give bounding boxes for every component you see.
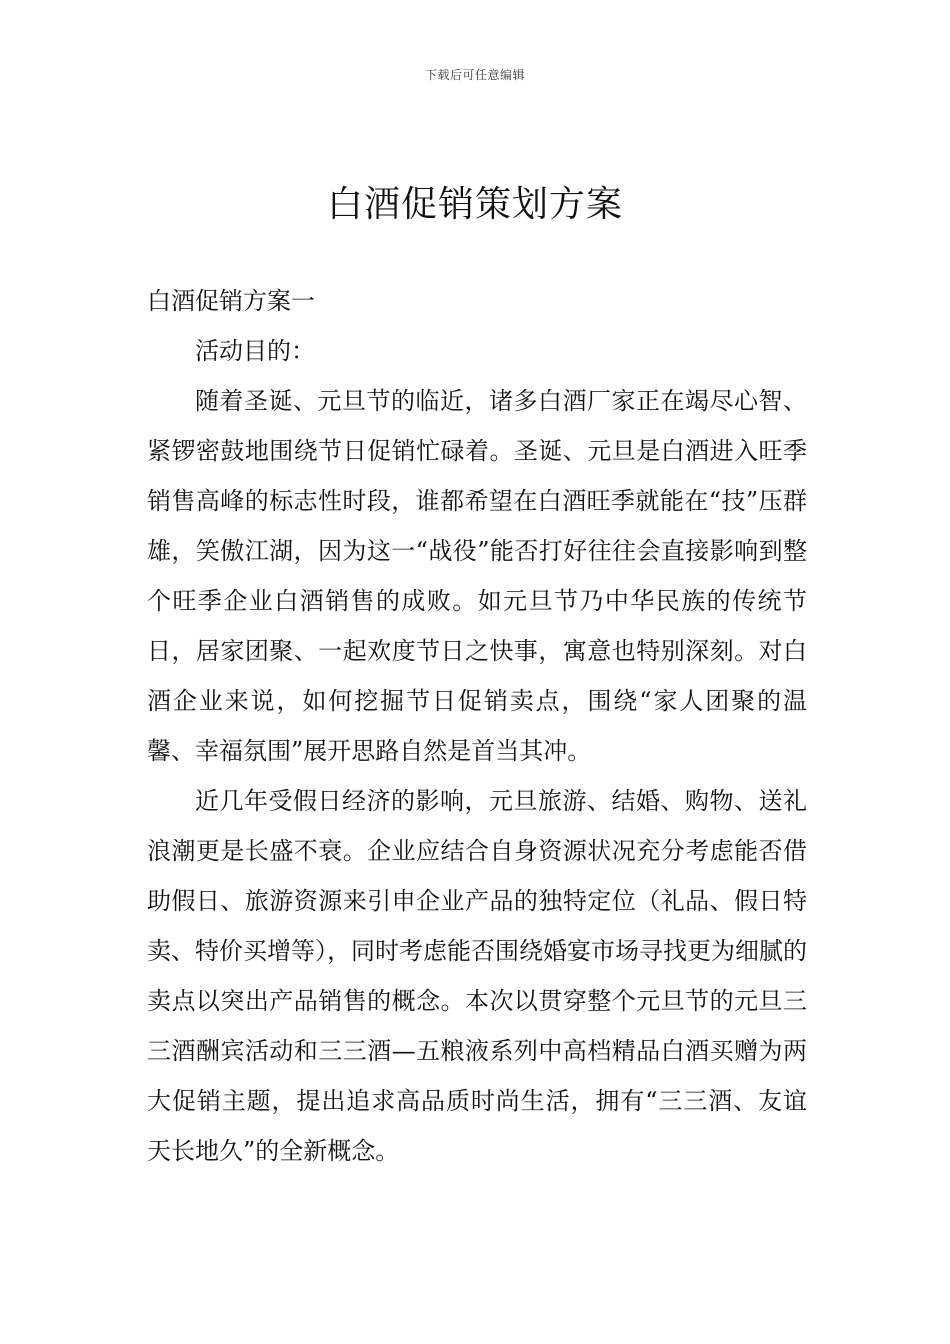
document-body bbox=[147, 276, 807, 1176]
section-heading: 白酒促销方案一 bbox=[147, 287, 315, 315]
paragraph-1: 随着圣诞、元旦节的临近，诸多白酒厂家正在竭尽心智、紧锣密鼓地围绕节日促销忙碌着。圣诞、元旦是白酒进入旺季销售高峰的标志性时段，谁都希望在白酒旺季就能在“技”压群雄，笑傲江湖，因为这一“战役”能否打好往往会直接影响到整个旺季企业白酒销售的成败。如元旦节乃中华民族的传统节日，居家团聚、一起欢度节日之快事，寓意也特别深刻。对白酒企业来说，如何挖掘节日促销卖点，围绕“家人团聚的温馨、幸福氛围”展开思路自然是首当其冲。 bbox=[147, 387, 807, 765]
header-note: 下载后可任意编辑 bbox=[424, 68, 525, 82]
subheading-activity-purpose: 活动目的： bbox=[195, 337, 315, 365]
paragraph-2: 近几年受假日经济的影响，元旦旅游、结婚、购物、送礼浪潮更是长盛不衰。企业应结合自身资源状况充分考虑能否借助假日、旅游资源来引申企业产品的独特定位（礼品、假日特卖、特价买增等），同时考虑能否围绕婚宴市场寻找更为细腻的卖点以突出产品销售的概念。本次以贯穿整个元旦节的元旦三三酒酬宾活动和三三酒—五粮液系列中高档精品白酒买赠为两大促销主题，提出追求高品质时尚生活，拥有“三三酒、友谊天长地久”的全新概念。 bbox=[147, 787, 807, 1165]
document-title: 白酒促销策划方案 bbox=[326, 184, 623, 225]
